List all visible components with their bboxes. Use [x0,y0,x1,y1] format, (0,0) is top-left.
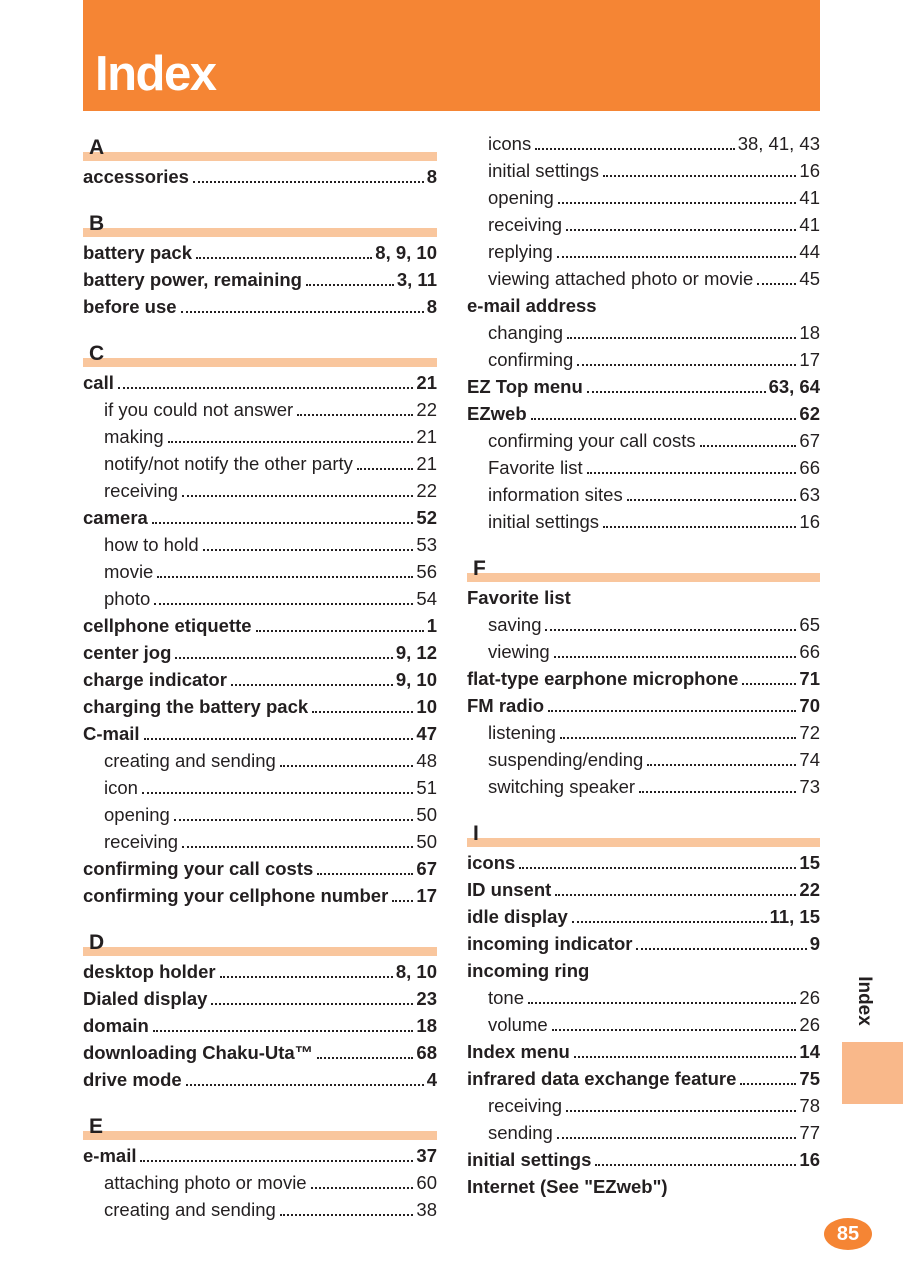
entry-term: drive mode [83,1068,182,1090]
entry-term: accessories [83,165,189,187]
dot-leader [587,387,766,393]
section-divider [83,358,437,367]
dot-leader [140,1156,413,1162]
dot-leader [595,1160,796,1166]
entry-pages: 56 [416,560,437,582]
dot-leader [757,279,796,285]
entry-pages: 17 [416,884,437,906]
entry-pages: 70 [799,694,820,716]
dot-leader [231,680,393,686]
entry-term: creating and sending [104,1198,276,1220]
section-header [467,820,820,847]
entry-term: suspending/ending [488,748,644,770]
entry-pages: 10 [416,695,437,717]
index-entry [83,720,437,747]
section-divider [83,152,437,161]
index-subentry [467,265,820,292]
entry-pages: 22 [799,878,820,900]
dot-leader [312,707,413,713]
index-subentry [467,984,820,1011]
entry-pages: 16 [799,510,820,532]
section-letter: D [89,931,105,954]
index-subentry [467,211,820,238]
entry-term: switching speaker [488,775,636,797]
entry-term: initial settings [488,510,600,532]
entry-term: call [83,371,114,393]
entry-term: attaching photo or movie [104,1171,307,1193]
dot-leader [392,896,413,902]
entry-pages: 63 [799,483,820,505]
entry-term: saving [488,613,542,635]
entry-term: center jog [83,641,172,663]
section-header [83,929,437,956]
entry-pages: 26 [799,1013,820,1035]
entry-pages: 74 [799,748,820,770]
index-subentry [467,638,820,665]
index-entry [467,957,820,984]
entry-term: confirming [488,348,574,370]
entry-pages: 45 [799,267,820,289]
entry-term: incoming ring [467,959,590,981]
entry-term: downloading Chaku-Uta™ [83,1041,314,1063]
entry-term: e-mail [83,1144,137,1166]
dot-leader [545,625,796,631]
index-entry [83,163,437,190]
entry-pages: 66 [799,456,820,478]
entry-term: replying [488,240,553,262]
dot-leader [574,1052,797,1058]
entry-term: creating and sending [104,749,276,771]
entry-pages: 3, 11 [396,268,437,290]
index-entry [467,1065,820,1092]
entry-term: receiving [488,213,563,235]
entry-pages: 23 [416,987,437,1009]
dot-leader [560,733,797,739]
entry-pages: 77 [799,1121,820,1143]
entry-term: Dialed display [83,987,208,1009]
index-entry [83,639,437,666]
index-subentry [83,1169,437,1196]
entry-term: photo [104,587,151,609]
entry-pages: 11, 15 [769,905,820,927]
index-entry [83,266,437,293]
entry-pages: 21 [416,452,437,474]
index-subentry [83,423,437,450]
index-entry [467,400,820,427]
index-entry [467,584,820,611]
dot-leader [647,760,796,766]
entry-term: charge indicator [83,668,227,690]
entry-term: icon [104,776,138,798]
section-header [83,134,437,161]
entry-pages: 9, 10 [395,668,437,690]
entry-term: initial settings [488,159,600,181]
entry-term: Internet (See "EZweb") [467,1175,668,1197]
entry-pages: 22 [416,479,437,501]
index-entry [467,1173,820,1200]
index-subentry [467,346,820,373]
dot-leader [168,437,414,443]
dot-leader [742,679,796,685]
entry-pages: 67 [799,429,820,451]
dot-leader [297,410,413,416]
dot-leader [554,652,797,658]
entry-pages: 72 [799,721,820,743]
index-subentry [467,319,820,346]
index-entry [83,855,437,882]
entry-term: movie [104,560,154,582]
entry-pages: 38, 41, 43 [737,132,820,154]
index-entry [83,369,437,396]
section-header [83,1113,437,1140]
entry-pages: 4 [426,1068,437,1090]
entry-pages: 16 [799,159,820,181]
entry-term: if you could not answer [104,398,294,420]
entry-term: viewing attached photo or movie [488,267,754,289]
index-subentry [83,396,437,423]
dot-leader [531,414,797,420]
entry-pages: 51 [416,776,437,798]
dot-leader [181,307,424,313]
index-subentry [467,1011,820,1038]
entry-term: ID unsent [467,878,552,900]
entry-pages: 1 [426,614,437,636]
index-subentry [83,747,437,774]
entry-term: C-mail [83,722,140,744]
entry-pages: 44 [799,240,820,262]
entry-pages: 66 [799,640,820,662]
entry-pages: 21 [416,425,437,447]
dot-leader [211,999,413,1005]
side-tab-label [840,970,882,1034]
entry-term: confirming your call costs [83,857,314,879]
entry-pages: 41 [799,186,820,208]
entry-pages: 67 [416,857,437,879]
index-subentry [467,508,820,535]
dot-leader [152,518,414,524]
section-header [467,555,820,582]
entry-term: camera [83,506,148,528]
dot-leader [535,144,735,150]
index-entry [83,612,437,639]
dot-leader [220,972,393,978]
dot-leader [700,441,797,447]
dot-leader [519,863,796,869]
section-header [83,210,437,237]
entry-term: charging the battery pack [83,695,309,717]
dot-leader [740,1079,796,1085]
entry-term: opening [104,803,170,825]
entry-pages: 52 [416,506,437,528]
index-entry [83,882,437,909]
entry-term: receiving [488,1094,563,1116]
entry-term: incoming indicator [467,932,633,954]
entry-pages: 41 [799,213,820,235]
dot-leader [567,333,796,339]
entry-term: e-mail address [467,294,597,316]
section-divider [467,838,820,847]
entry-pages: 47 [416,722,437,744]
dot-leader [577,360,796,366]
entry-term: changing [488,321,564,343]
index-entry [467,903,820,930]
index-header [83,0,820,111]
entry-pages: 60 [416,1171,437,1193]
dot-leader [548,706,796,712]
page-title: Index [95,47,216,101]
index-entry [83,985,437,1012]
dot-leader [558,198,797,204]
index-entry [467,876,820,903]
entry-pages: 62 [799,402,820,424]
entry-term: receiving [104,479,179,501]
entry-pages: 38 [416,1198,437,1220]
dot-leader [636,944,806,950]
entry-pages: 26 [799,986,820,1008]
entry-term: Favorite list [467,586,571,608]
entry-term: domain [83,1014,149,1036]
index-column-right [467,130,820,1200]
entry-term: FM radio [467,694,545,716]
entry-pages: 14 [799,1040,820,1062]
entry-pages: 54 [416,587,437,609]
dot-leader [557,1133,797,1139]
dot-leader [566,1106,796,1112]
index-entry [83,1039,437,1066]
entry-term: listening [488,721,556,743]
index-entry [467,1038,820,1065]
index-subentry [83,450,437,477]
index-entry [83,958,437,985]
index-subentry [467,719,820,746]
dot-leader [603,522,796,528]
dot-leader [528,998,796,1004]
section-divider [467,573,820,582]
index-subentry [467,611,820,638]
entry-pages: 22 [416,398,437,420]
section-divider [83,1131,437,1140]
section-letter: B [89,212,105,235]
entry-pages: 8 [426,165,437,187]
index-subentry [467,184,820,211]
entry-term: battery pack [83,241,192,263]
index-subentry [83,558,437,585]
index-subentry [83,477,437,504]
entry-term: Favorite list [488,456,583,478]
dot-leader [196,253,372,259]
entry-term: viewing [488,640,550,662]
dot-leader [118,383,414,389]
entry-term: desktop holder [83,960,216,982]
entry-term: initial settings [467,1148,592,1170]
index-entry [467,292,820,319]
entry-term: flat-type earphone microphone [467,667,739,689]
entry-pages: 18 [416,1014,437,1036]
dot-leader [639,787,796,793]
entry-term: icons [467,851,516,873]
index-subentry [83,801,437,828]
section-letter: F [473,557,486,580]
entry-pages: 73 [799,775,820,797]
dot-leader [557,252,797,258]
side-tab-text: Index [854,976,875,1026]
entry-term: how to hold [104,533,199,555]
dot-leader [587,468,797,474]
index-subentry [83,828,437,855]
side-tab [842,1042,903,1104]
entry-pages: 37 [416,1144,437,1166]
section-letter: E [89,1115,104,1138]
dot-leader [603,171,796,177]
section-letter: I [473,822,479,845]
entry-term: tone [488,986,525,1008]
entry-term: making [104,425,164,447]
dot-leader [153,1026,414,1032]
entry-pages: 9 [809,932,820,954]
page-number-badge: 85 [824,1218,872,1250]
entry-term: infrared data exchange feature [467,1067,737,1089]
entry-term: EZ Top menu [467,375,583,397]
entry-pages: 50 [416,830,437,852]
entry-pages: 63, 64 [768,375,820,397]
entry-term: EZweb [467,402,527,424]
index-subentry [467,454,820,481]
entry-pages: 9, 12 [395,641,437,663]
index-entry [83,1066,437,1093]
index-entry [467,930,820,957]
dot-leader [566,225,796,231]
index-subentry [467,1119,820,1146]
entry-term: notify/not notify the other party [104,452,353,474]
dot-leader [154,599,413,605]
entry-term: opening [488,186,554,208]
index-subentry [83,531,437,558]
section-letter: C [89,342,105,365]
dot-leader [311,1183,414,1189]
dot-leader [357,464,414,470]
entry-pages: 75 [799,1067,820,1089]
entry-term: sending [488,1121,553,1143]
section-header [83,340,437,367]
index-subentry [467,1092,820,1119]
entry-pages: 65 [799,613,820,635]
entry-pages: 21 [416,371,437,393]
index-subentry [83,1196,437,1223]
entry-pages: 17 [799,348,820,370]
entry-pages: 48 [416,749,437,771]
entry-pages: 68 [416,1041,437,1063]
dot-leader [572,917,767,923]
section-letter: A [89,136,105,159]
index-entry [467,665,820,692]
entry-pages: 8, 10 [395,960,437,982]
index-entry [467,849,820,876]
entry-pages: 8, 9, 10 [375,241,437,263]
dot-leader [552,1025,797,1031]
entry-pages: 53 [416,533,437,555]
entry-pages: 16 [799,1148,820,1170]
dot-leader [142,788,413,794]
entry-term: information sites [488,483,623,505]
entry-term: before use [83,295,177,317]
entry-term: receiving [104,830,179,852]
dot-leader [203,545,414,551]
index-entry [83,504,437,531]
index-entry [467,373,820,400]
entry-pages: 50 [416,803,437,825]
entry-term: icons [488,132,532,154]
entry-term: battery power, remaining [83,268,302,290]
entry-term: cellphone etiquette [83,614,252,636]
entry-pages: 71 [799,667,820,689]
index-subentry [467,427,820,454]
dot-leader [627,495,797,501]
dot-leader [555,890,796,896]
index-entry [83,666,437,693]
dot-leader [186,1080,424,1086]
index-entry [83,293,437,320]
dot-leader [157,572,413,578]
section-divider [83,228,437,237]
dot-leader [174,815,414,821]
index-subentry [467,238,820,265]
entry-pages: 18 [799,321,820,343]
dot-leader [193,177,424,183]
index-entry [83,693,437,720]
dot-leader [182,491,413,497]
entry-term: volume [488,1013,548,1035]
dot-leader [306,280,394,286]
entry-pages: 8 [426,295,437,317]
index-subentry [83,774,437,801]
entry-term: confirming your call costs [488,429,696,451]
dot-leader [144,734,414,740]
index-subentry [467,773,820,800]
index-entry [83,1012,437,1039]
dot-leader [280,761,414,767]
dot-leader [317,869,413,875]
index-entry [467,1146,820,1173]
section-divider [83,947,437,956]
index-subentry [467,157,820,184]
index-subentry [467,746,820,773]
dot-leader [256,626,424,632]
index-entry [467,692,820,719]
entry-pages: 15 [799,851,820,873]
index-subentry [83,585,437,612]
index-subentry [467,481,820,508]
index-entry [83,239,437,266]
index-entry [83,1142,437,1169]
index-column-left [83,130,437,1223]
dot-leader [175,653,392,659]
dot-leader [182,842,413,848]
entry-pages: 78 [799,1094,820,1116]
dot-leader [317,1053,413,1059]
dot-leader [280,1210,414,1216]
index-subentry [467,130,820,157]
entry-term: idle display [467,905,568,927]
entry-term: Index menu [467,1040,570,1062]
entry-term: confirming your cellphone number [83,884,389,906]
